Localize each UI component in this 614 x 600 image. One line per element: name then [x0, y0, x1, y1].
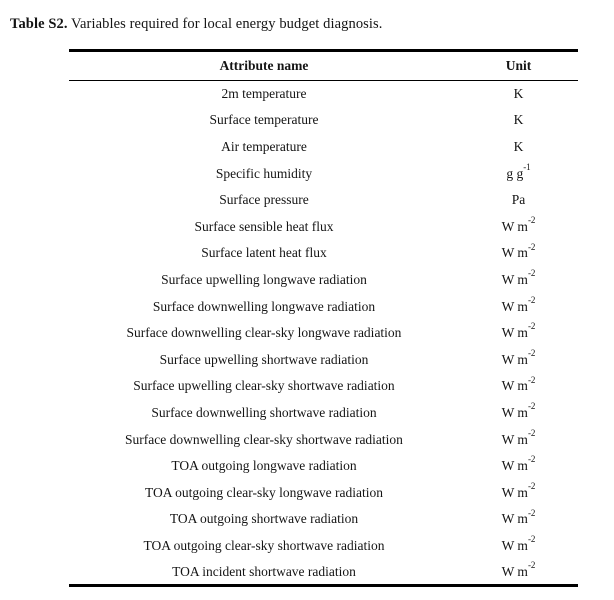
unit-text: W m [501, 484, 528, 500]
attribute-text: Air temperature [221, 138, 307, 154]
attribute-text: Surface upwelling shortwave radiation [159, 351, 369, 367]
unit-cell [459, 453, 578, 480]
table-row [69, 213, 578, 240]
unit-text: W m [501, 404, 528, 420]
table-row [69, 426, 578, 453]
attribute-text: Surface sensible heat flux [194, 218, 334, 234]
attribute-text: TOA outgoing longwave radiation [171, 458, 357, 474]
unit-exponent: -2 [527, 347, 536, 358]
table-row [69, 479, 578, 506]
unit-exponent: -2 [527, 427, 536, 438]
attribute-cell [69, 240, 459, 267]
unit-cell [459, 240, 578, 267]
table-row [69, 240, 578, 267]
table-row [69, 107, 578, 134]
attribute-cell [69, 453, 459, 480]
unit-text: K [513, 138, 524, 154]
unit-exponent: -2 [527, 507, 536, 518]
unit-text: W m [501, 351, 528, 367]
attribute-cell [69, 293, 459, 320]
unit-cell [459, 134, 578, 161]
unit-exponent: -2 [527, 241, 536, 252]
unit-cell [459, 187, 578, 214]
table-caption-label: Table S2. [10, 16, 68, 32]
table-header [69, 51, 578, 81]
attribute-cell [69, 346, 459, 373]
attribute-text: Surface downwelling longwave radiation [152, 298, 376, 314]
attribute-text: TOA outgoing clear-sky shortwave radiation [143, 537, 385, 553]
unit-exponent: -2 [527, 374, 536, 385]
unit-text: W m [501, 511, 528, 527]
attribute-text: TOA outgoing clear-sky longwave radiation [145, 484, 383, 500]
unit-text: W m [501, 325, 528, 341]
attribute-cell [69, 506, 459, 533]
unit-exponent: -2 [527, 454, 536, 465]
unit-text: W m [501, 458, 528, 474]
attribute-text: Surface upwelling longwave radiation [161, 271, 367, 287]
unit-text: W m [501, 245, 528, 261]
unit-cell [459, 400, 578, 427]
unit-cell [459, 107, 578, 134]
attribute-cell [69, 187, 459, 214]
unit-cell [459, 293, 578, 320]
table-row [69, 293, 578, 320]
unit-text: W m [501, 298, 528, 314]
attribute-cell [69, 479, 459, 506]
unit-cell [459, 373, 578, 400]
unit-text: K [513, 112, 524, 128]
attribute-text: Specific humidity [215, 165, 313, 181]
unit-text: g g [506, 165, 524, 181]
attribute-text: Surface downwelling clear-sky shortwave radiation [125, 431, 403, 447]
attribute-cell [69, 559, 459, 586]
unit-cell [459, 479, 578, 506]
attribute-text: TOA incident shortwave radiation [172, 563, 356, 579]
attribute-cell [69, 426, 459, 453]
unit-exponent: -2 [527, 559, 536, 570]
attribute-cell [69, 373, 459, 400]
unit-text: W m [501, 431, 528, 447]
table-row [69, 400, 578, 427]
table-caption-text: Variables required for local energy budget diagnosis. [67, 16, 383, 32]
table-row [69, 559, 578, 586]
attribute-cell [69, 107, 459, 134]
table-caption [0, 0, 614, 33]
table-row [69, 453, 578, 480]
attribute-text: Surface downwelling shortwave radiation [151, 404, 377, 420]
table-row [69, 533, 578, 560]
attribute-cell [69, 533, 459, 560]
unit-cell [459, 346, 578, 373]
table-row [69, 320, 578, 347]
attribute-cell [69, 267, 459, 294]
table-row [69, 134, 578, 161]
column-header-unit: Unit [505, 58, 532, 73]
unit-text: Pa [511, 192, 526, 208]
attribute-text: TOA outgoing shortwave radiation [169, 511, 359, 527]
attribute-text: Surface downwelling clear-sky longwave radiation [126, 325, 402, 341]
unit-text: W m [501, 218, 528, 234]
unit-exponent: -2 [527, 401, 536, 412]
unit-cell [459, 267, 578, 294]
unit-text: W m [501, 537, 528, 553]
unit-text: W m [501, 378, 528, 394]
attribute-cell [69, 320, 459, 347]
table-row [69, 506, 578, 533]
attribute-cell [69, 213, 459, 240]
unit-cell [459, 160, 578, 187]
unit-exponent: -2 [527, 321, 536, 332]
unit-text: W m [501, 271, 528, 287]
attribute-cell [69, 134, 459, 161]
unit-text: K [513, 86, 524, 102]
unit-exponent: -2 [527, 268, 536, 279]
unit-exponent: -2 [527, 480, 536, 491]
attribute-text: Surface latent heat flux [201, 245, 327, 261]
data-table [69, 49, 578, 587]
attribute-text: 2m temperature [221, 86, 307, 102]
table-row [69, 346, 578, 373]
table-header-row [69, 51, 578, 81]
unit-cell [459, 426, 578, 453]
table-row [69, 160, 578, 187]
table-row [69, 81, 578, 108]
attribute-cell [69, 81, 459, 108]
unit-cell [459, 559, 578, 586]
table-body [69, 81, 578, 586]
table-row [69, 267, 578, 294]
unit-cell [459, 213, 578, 240]
attribute-cell [69, 400, 459, 427]
attribute-text: Surface temperature [209, 112, 319, 128]
unit-cell [459, 81, 578, 108]
table-row [69, 373, 578, 400]
unit-cell [459, 320, 578, 347]
table-row [69, 187, 578, 214]
unit-exponent: -2 [527, 534, 536, 545]
attribute-text: Surface upwelling clear-sky shortwave radiation [133, 378, 395, 394]
unit-text: W m [501, 563, 528, 579]
column-header-attribute-name: Attribute name [219, 58, 309, 73]
attribute-cell [69, 160, 459, 187]
unit-cell [459, 506, 578, 533]
unit-exponent: -2 [527, 294, 536, 305]
unit-exponent: -1 [523, 161, 531, 172]
unit-cell [459, 533, 578, 560]
unit-exponent: -2 [527, 215, 536, 226]
attribute-text: Surface pressure [219, 192, 309, 208]
